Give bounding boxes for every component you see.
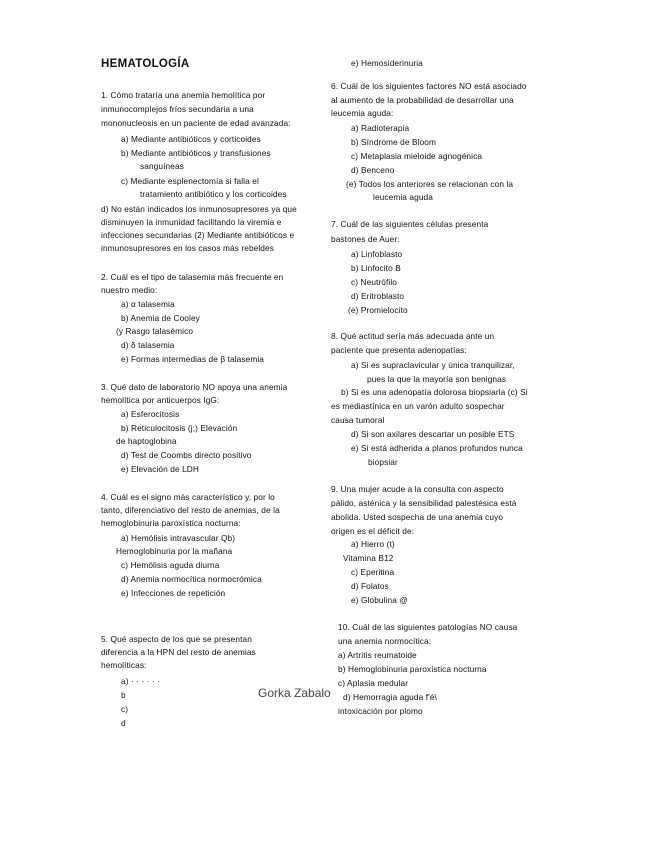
q1-option-d-line3: infecciones secundarias (2) Mediante antibióticos e bbox=[101, 230, 295, 240]
q1-line-2: inmunocomplejos fríos secundaria a una bbox=[101, 104, 254, 114]
q4-option-c: c) Hemólisis aguda diurna bbox=[121, 560, 220, 570]
q3-option-e: e) Elevación de LDH bbox=[121, 464, 199, 474]
q1-option-a: a) Mediante antibióticos y corticoides bbox=[121, 134, 261, 144]
q5-line-1: 5. Qué aspecto de los que se presentan bbox=[101, 634, 252, 644]
q10-option-a: a) Artritis reumatoide bbox=[338, 650, 417, 660]
q10-option-e: intoxicación por plomo bbox=[338, 706, 423, 716]
q3-option-d: d) Test de Coombs directo positivo bbox=[121, 450, 252, 460]
q4-line-3: hemoglobinuria paroxística nocturna: bbox=[101, 518, 241, 528]
q10-option-d: d) Hemorragia aguda f'é\ bbox=[343, 692, 437, 702]
q4-line-2: tanto, diferenciativo del resto de anemias, de la bbox=[101, 505, 280, 515]
q1-option-d: d) No están indicados los inmunosupresores ya que bbox=[101, 204, 297, 214]
q8-option-a-cont: pues la que la mayoría son benignas bbox=[367, 374, 507, 384]
q5-option-c: c) bbox=[121, 704, 129, 714]
q2-line-2: nuestro medio: bbox=[101, 285, 158, 295]
q9-line-4: origen es el déficit de: bbox=[331, 526, 415, 536]
q5-option-b: b bbox=[121, 690, 126, 700]
q9-option-b: Vitamina B12 bbox=[343, 553, 394, 563]
q6-option-a: a) Radioterapia bbox=[351, 123, 410, 133]
q6-option-c: c) Metaplasia mieloide agnogénica bbox=[351, 151, 483, 161]
q8-line-1: 8. Qué actitud sería más adecuada ante un bbox=[331, 331, 495, 341]
q5-option-e: e) Hemosiderinuria bbox=[351, 58, 423, 68]
q6-option-d: d) Benceno bbox=[351, 165, 395, 175]
q7-line-2: bastones de Auer: bbox=[331, 234, 400, 244]
q2-option-b: b) Anemia de Cooley bbox=[121, 313, 200, 323]
q3-line-1: 3. Qué dato de laboratorio NO apoya una anemia bbox=[101, 382, 288, 392]
q2-option-a: a) α talasemia bbox=[121, 299, 175, 309]
q3-option-b: b) Reticulocitosis (j;) Elevación bbox=[121, 423, 238, 433]
q6-line-1: 6. Cuál de los siguientes factores NO está asociado bbox=[331, 81, 527, 91]
q8-option-b: b) Si es una adenopatía dolorosa biopsiarla (c) Si bbox=[341, 387, 528, 397]
q4-option-b: Hemoglobinuria por la mañana bbox=[116, 546, 233, 556]
q8-option-c-line2: es mediastínica en un varón adulto sospechar bbox=[331, 401, 505, 411]
q8-option-e: e) Si está adherida a planos profundos nunca bbox=[351, 443, 523, 453]
q7-option-e: (e) Promielocito bbox=[348, 305, 408, 315]
q8-option-d: d) Si son axilares descartar un posible ETS bbox=[351, 429, 515, 439]
q5-option-d: d bbox=[121, 718, 126, 728]
q8-option-e-cont: biopsiar bbox=[368, 457, 398, 467]
q5-line-3: hemolíticas: bbox=[101, 660, 147, 670]
q7-option-c: c) Neutrófilo bbox=[351, 277, 398, 287]
q7-line-1: 7. Cuál de las siguientes células presenta bbox=[331, 219, 489, 229]
q2-option-e: e) Formas intermedias de β talasemia bbox=[121, 354, 265, 364]
q1-line-3: mononucleosis en un paciente de edad avanzada: bbox=[101, 118, 291, 128]
q8-line-2: paciente que presenta adenopatías: bbox=[331, 345, 467, 355]
q9-line-2: pálido, asténica y la sensibilidad palestésica está bbox=[331, 498, 517, 508]
q9-option-e: e) Globulina @ bbox=[351, 595, 408, 605]
author-footer: Gorka Zabalo bbox=[258, 686, 331, 700]
q1-option-c-cont: tratamiento antibiótico y los corticoides bbox=[140, 189, 287, 199]
q5-line-2: diferencia a la HPN del resto de anemias bbox=[101, 647, 256, 657]
q9-line-1: 9. Una mujer acude a la consulta con aspecto bbox=[331, 484, 504, 494]
q10-line-2: una anemia normocítica: bbox=[338, 636, 432, 646]
q8-option-c-line3: causa tumoral bbox=[331, 415, 385, 425]
q3-line-2: hemolítica por anticuerpos IgG: bbox=[101, 395, 220, 405]
q2-option-c: (y Rasgo talasémico bbox=[116, 326, 194, 336]
q4-option-a: a) Hemólisis intravascular Qb) bbox=[121, 533, 236, 543]
q4-option-e: e) Infecciones de repetición bbox=[121, 588, 226, 598]
page-title: HEMATOLOGÍA bbox=[101, 58, 190, 70]
q9-line-3: abolida. Usted sospecha de una anemia cuyo bbox=[331, 512, 504, 522]
q8-option-a: a) Si es supraclavicular y única tranquilizar, bbox=[351, 360, 515, 370]
q6-option-b: b) Síndrome de Bloom bbox=[351, 137, 437, 147]
q6-option-e-cont: leucemia aguda bbox=[373, 192, 433, 202]
q7-option-d: d) Eritroblasto bbox=[351, 291, 405, 301]
q9-option-a: a) Hierro (t) bbox=[351, 539, 395, 549]
q1-option-d-line4: inmunosupresores en los casos más rebeldes bbox=[101, 243, 274, 253]
q1-option-b-cont: sanguíneas bbox=[140, 161, 184, 171]
q6-line-2: al aumento de la probabilidad de desarrollar una bbox=[331, 95, 514, 105]
q10-option-c: c) Aplasia medular bbox=[338, 678, 409, 688]
q6-option-e: (e) Todos los anteriores se relacionan con la bbox=[346, 179, 514, 189]
q10-line-1: 10. Cuál de las siguientes patologías NO causa bbox=[338, 622, 518, 632]
q3-option-a: a) Esferocitosis bbox=[121, 409, 180, 419]
q4-line-1: 4. Cuál es el signo más característico y, por lo bbox=[101, 492, 275, 502]
q4-option-d: d) Anemia normocítica normocrómica bbox=[121, 574, 262, 584]
q10-option-b: b) Hemoglobinuria paroxística nocturna bbox=[338, 664, 487, 674]
q1-option-d-line2: disminuyen la inmunidad facilitando la viremia e bbox=[101, 217, 282, 227]
q2-option-d: d) δ talasemia bbox=[121, 340, 175, 350]
q2-line-1: 2. Cuál es el tipo de talasemia más frecuente en bbox=[101, 272, 284, 282]
q7-option-a: a) Linfoblasto bbox=[351, 249, 403, 259]
q1-option-b: b) Mediante antibióticos y transfusiones bbox=[121, 148, 271, 158]
q9-option-c: c) Eperitina bbox=[351, 567, 395, 577]
q1-option-c: c) Mediante esplenectomía si falla el bbox=[121, 176, 259, 186]
q9-option-d: d) Folatos bbox=[351, 581, 389, 591]
q3-option-b-cont: de haptoglobina bbox=[116, 436, 177, 446]
q6-line-3: leucemia aguda: bbox=[331, 108, 394, 118]
q7-option-b: b) Linfocito B bbox=[351, 263, 401, 273]
q1-line-1: 1. Cómo trataría una anemia hemolítica por bbox=[101, 90, 266, 100]
q5-option-a: a) · · · · · · bbox=[121, 676, 161, 686]
